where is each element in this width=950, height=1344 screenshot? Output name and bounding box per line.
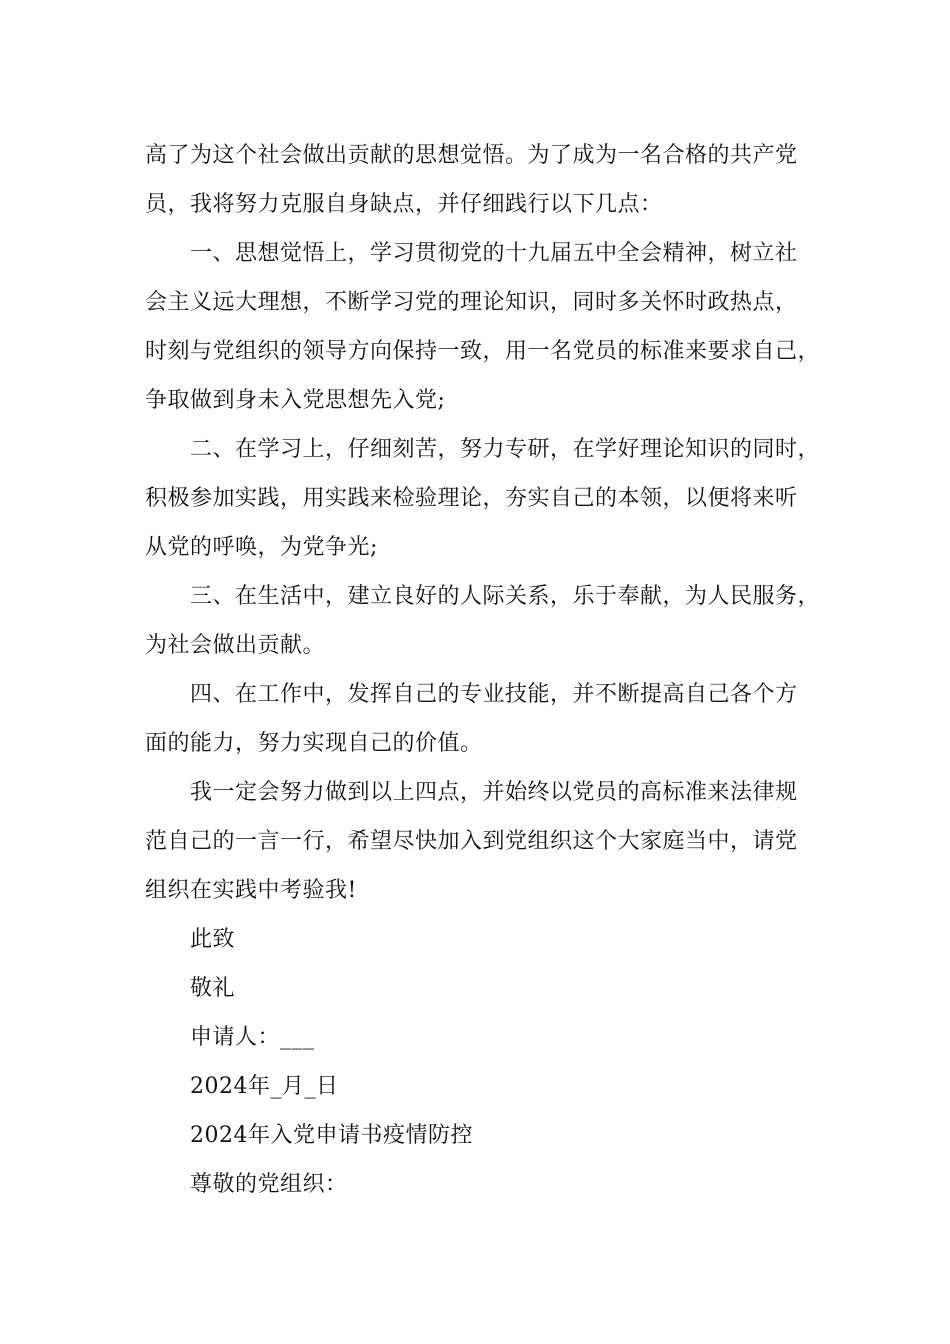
point-one-paragraph (145, 229, 825, 425)
intro-paragraph (145, 131, 825, 229)
text-line: 时刻与党组织的领导方向保持一致，用一名党员的标准来要求自己， (145, 339, 821, 364)
point-four-paragraph (145, 670, 825, 768)
date-line: 2024年_月_日 (190, 1074, 339, 1099)
applicant-line: 申请人：___ (190, 1025, 315, 1050)
text-line: 四、在工作中，发挥自己的专业技能，并不断提高自己各个方 (190, 682, 798, 707)
text-line: 为社会做出贡献。 (145, 633, 326, 658)
next-document-title: 2024年入党申请书疫情防控 (190, 1123, 473, 1148)
text-line: 二、在学习上，仔细刻苦，努力专研，在学好理论知识的同时， (190, 437, 821, 462)
text-line: 范自己的一言一行，希望尽快加入到党组织这个大家庭当中，请党 (145, 829, 798, 854)
text-line: 高了为这个社会做出贡献的思想觉悟。为了成为一名合格的共产党 (145, 143, 798, 168)
text-line: 面的能力，努力实现自己的价值。 (145, 731, 483, 756)
text-line: 组织在实践中考验我! (145, 878, 357, 903)
salutation-cizhi: 此致 (190, 927, 236, 952)
point-three-paragraph (145, 572, 825, 670)
text-line: 争取做到身未入党思想先入党; (145, 388, 446, 413)
point-two-paragraph (145, 425, 825, 572)
next-document-greeting: 尊敬的党组织： (190, 1172, 348, 1197)
text-line: 我一定会努力做到以上四点，并始终以党员的高标准来法律规 (190, 780, 798, 805)
text-line: 积极参加实践，用实践来检验理论，夯实自己的本领，以便将来听 (145, 486, 798, 511)
text-line: 三、在生活中，建立良好的人际关系，乐于奉献，为人民服务， (190, 584, 821, 609)
salutation-jingli: 敬礼 (190, 976, 236, 1001)
closing-paragraph (145, 768, 825, 915)
text-line: 员，我将努力克服自身缺点，并仔细践行以下几点： (145, 192, 663, 217)
text-line: 会主义远大理想，不断学习党的理论知识，同时多关怀时政热点， (145, 290, 798, 315)
document-body (145, 131, 825, 1209)
text-line: 一、思想觉悟上，学习贯彻党的十九届五中全会精神，树立社 (190, 241, 798, 266)
text-line: 从党的呼唤，为党争光; (145, 535, 378, 560)
